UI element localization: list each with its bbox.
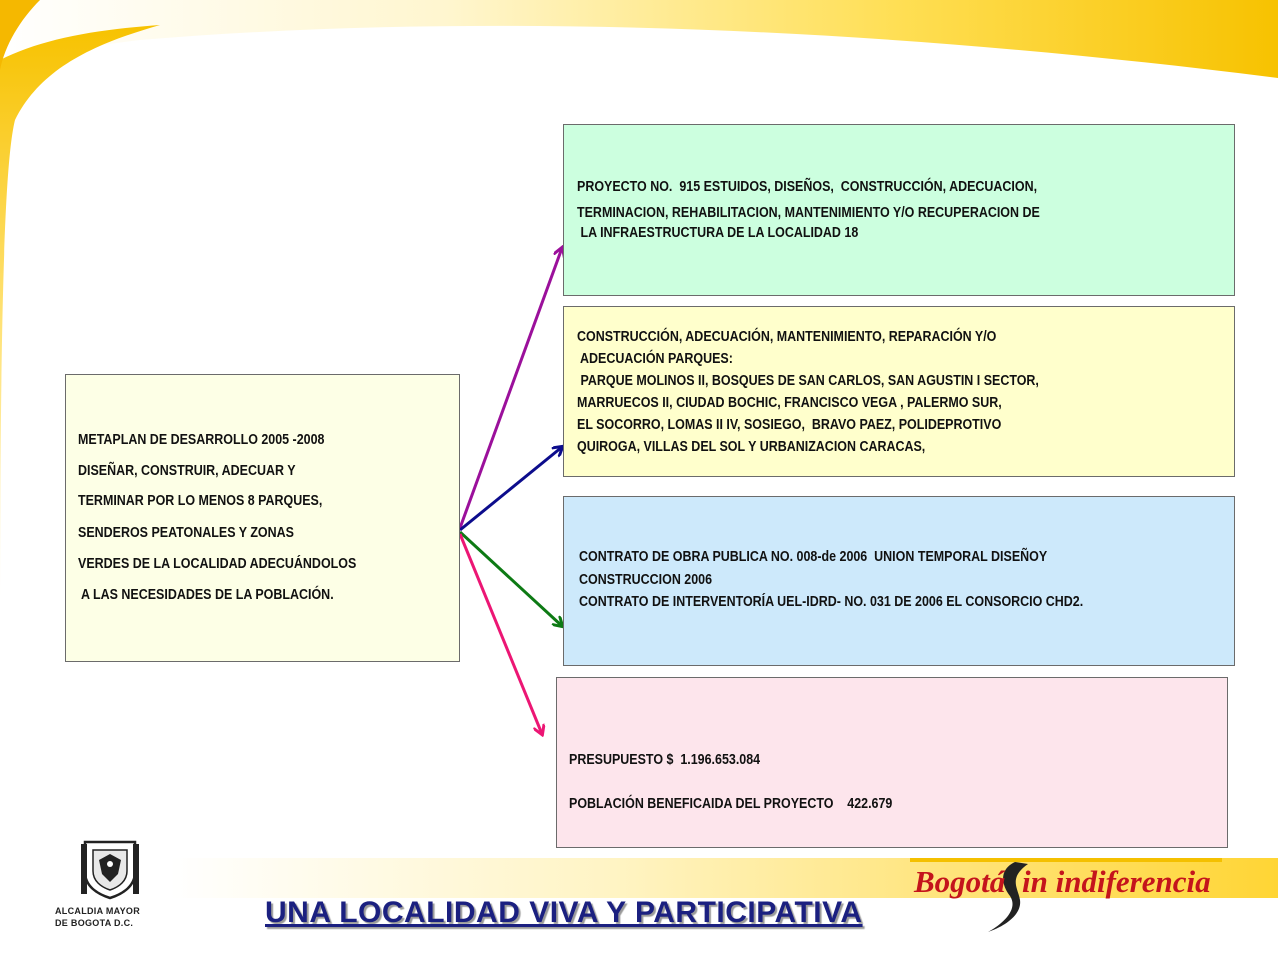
parks-works-box (563, 306, 1235, 477)
goal-line: TERMINAR POR LO MENOS 8 PARQUES, (78, 493, 323, 509)
contract-line: CONSTRUCCION 2006 (579, 572, 713, 588)
parks-line: MARRUECOS II, CIUDAD BOCHIC, FRANCISCO VEGA , PALERMO SUR, (577, 395, 1002, 411)
arrow-to-budget (460, 534, 542, 734)
bogota-sin-indiferencia-logo (910, 856, 1230, 936)
parks-line: ADECUACIÓN PARQUES: (577, 351, 733, 367)
brand-text-part1: Bogotá (914, 864, 1006, 899)
alcaldia-logo (55, 838, 165, 938)
goal-line: VERDES DE LA LOCALIDAD ADECUÁNDOLOS (78, 556, 357, 572)
alcaldia-text-line1: ALCALDIA MAYOR (55, 906, 141, 916)
project-line: LA INFRAESTRUCTURA DE LA LOCALIDAD 18 (577, 225, 859, 241)
parks-line: EL SOCORRO, LOMAS II IV, SOSIEGO, BRAVO PAEZ, POLIDEPROTIVO (577, 417, 1002, 433)
parks-line: PARQUE MOLINOS II, BOSQUES DE SAN CARLOS, SAN AGUSTIN I SECTOR, (577, 373, 1039, 389)
arrow-to-project (460, 248, 562, 528)
goal-line: METAPLAN DE DESARROLLO 2005 -2008 (78, 432, 325, 448)
coat-of-arms-icon (55, 838, 165, 900)
contracts-box (563, 496, 1235, 666)
arrow-to-contract (460, 532, 562, 626)
goal-line: SENDEROS PEATONALES Y ZONAS (78, 525, 294, 541)
beneficiary-population: POBLACIÓN BENEFICAIDA DEL PROYECTO 422.679 (569, 796, 893, 812)
alcaldia-text-line2: DE BOGOTA D.C. (55, 918, 134, 928)
parks-line: QUIROGA, VILLAS DEL SOL Y URBANIZACION CARACAS, (577, 439, 926, 455)
contract-line: CONTRATO DE OBRA PUBLICA NO. 008-de 2006 UNION TEMPORAL DISEÑOY (579, 549, 1048, 565)
contract-line: CONTRATO DE INTERVENTORÍA UEL-IDRD- NO. 031 DE 2006 EL CONSORCIO CHD2. (579, 594, 1084, 610)
parks-line: CONSTRUCCIÓN, ADECUACIÓN, MANTENIMIENTO, REPARACIÓN Y/O (577, 329, 997, 345)
project-line: TERMINACION, REHABILITACION, MANTENIMIENTO Y/O RECUPERACION DE (577, 205, 1040, 221)
development-plan-goal-box (65, 374, 460, 662)
footer-slogan: UNA LOCALIDAD VIVA Y PARTICIPATIVA (265, 896, 863, 929)
brand-text-part2: in indiferencia (1022, 864, 1211, 899)
budget-box (556, 677, 1228, 848)
project-915-box (563, 124, 1235, 296)
budget-amount: PRESUPUESTO $ 1.196.653.084 (569, 752, 761, 768)
goal-line: DISEÑAR, CONSTRUIR, ADECUAR Y (78, 463, 296, 479)
goal-line: A LAS NECESIDADES DE LA POBLACIÓN. (78, 587, 334, 603)
project-line: PROYECTO NO. 915 ESTUIDOS, DISEÑOS, CONSTRUCCIÓN, ADECUACION, (577, 179, 1038, 195)
